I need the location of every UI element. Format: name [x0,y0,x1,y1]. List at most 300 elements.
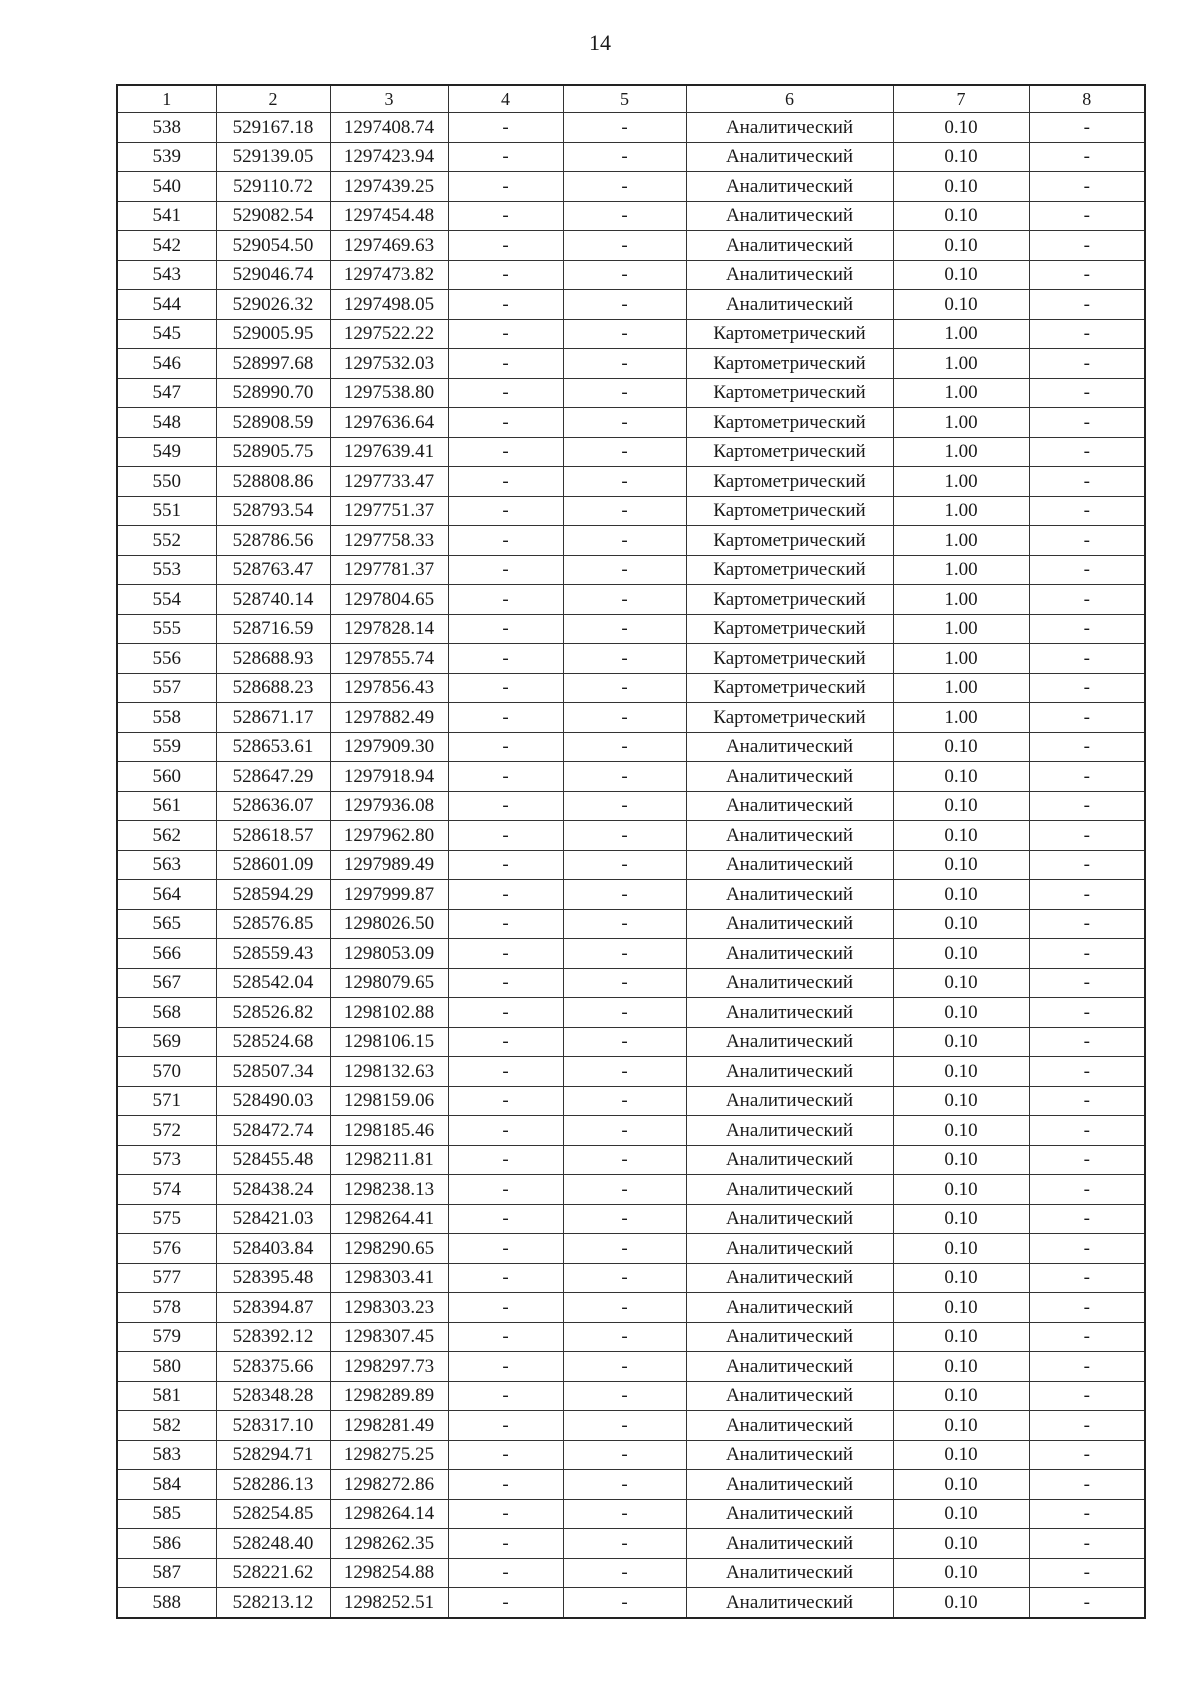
col8-cell: - [1029,290,1145,320]
col8-cell: - [1029,850,1145,880]
col4-cell: - [448,113,563,143]
col5-cell: - [563,1322,686,1352]
y-coordinate-cell: 1297751.37 [330,496,448,526]
accuracy-cell: 0.10 [893,732,1029,762]
accuracy-cell: 0.10 [893,850,1029,880]
col4-cell: - [448,1440,563,1470]
col4-cell: - [448,1352,563,1382]
table-row [117,142,1145,172]
col4-cell: - [448,850,563,880]
x-coordinate-cell: 528348.28 [216,1381,330,1411]
method-cell: Картометрический [686,644,893,674]
col5-cell: - [563,408,686,438]
method-cell: Аналитический [686,1499,893,1529]
y-coordinate-cell: 1298303.23 [330,1293,448,1323]
col4-cell: - [448,1116,563,1146]
method-cell: Аналитический [686,260,893,290]
y-coordinate-cell: 1297962.80 [330,821,448,851]
point-number-cell: 588 [117,1588,216,1618]
col5-cell: - [563,614,686,644]
x-coordinate-cell: 528317.10 [216,1411,330,1441]
method-cell: Картометрический [686,467,893,497]
accuracy-cell: 0.10 [893,821,1029,851]
col5-cell: - [563,1263,686,1293]
point-number-cell: 579 [117,1322,216,1352]
accuracy-cell: 0.10 [893,880,1029,910]
y-coordinate-cell: 1298297.73 [330,1352,448,1382]
table-row [117,1558,1145,1588]
y-coordinate-cell: 1297469.63 [330,231,448,261]
table-row [117,172,1145,202]
col8-cell: - [1029,1057,1145,1087]
col5-cell: - [563,1027,686,1057]
col8-cell: - [1029,1293,1145,1323]
point-number-cell: 544 [117,290,216,320]
point-number-cell: 538 [117,113,216,143]
x-coordinate-cell: 528254.85 [216,1499,330,1529]
point-number-cell: 568 [117,998,216,1028]
accuracy-cell: 0.10 [893,1175,1029,1205]
accuracy-cell: 0.10 [893,1293,1029,1323]
col8-cell: - [1029,968,1145,998]
col4-cell: - [448,644,563,674]
col4-cell: - [448,1234,563,1264]
accuracy-cell: 0.10 [893,998,1029,1028]
method-cell: Аналитический [686,1027,893,1057]
y-coordinate-cell: 1297439.25 [330,172,448,202]
col4-cell: - [448,1558,563,1588]
col5-cell: - [563,998,686,1028]
table-row [117,821,1145,851]
col8-cell: - [1029,172,1145,202]
col5-cell: - [563,880,686,910]
col8-cell: - [1029,1411,1145,1441]
col4-cell: - [448,1588,563,1618]
y-coordinate-cell: 1297909.30 [330,732,448,762]
method-cell: Аналитический [686,142,893,172]
col4-cell: - [448,496,563,526]
table-row [117,1440,1145,1470]
accuracy-cell: 0.10 [893,1116,1029,1146]
method-cell: Аналитический [686,821,893,851]
col4-cell: - [448,880,563,910]
col5-cell: - [563,1116,686,1146]
point-number-cell: 548 [117,408,216,438]
method-cell: Аналитический [686,1381,893,1411]
col5-cell: - [563,172,686,202]
col8-cell: - [1029,1116,1145,1146]
accuracy-cell: 0.10 [893,1440,1029,1470]
accuracy-cell: 1.00 [893,437,1029,467]
col8-cell: - [1029,1558,1145,1588]
table-row [117,349,1145,379]
col8-cell: - [1029,231,1145,261]
accuracy-cell: 1.00 [893,555,1029,585]
accuracy-cell: 0.10 [893,1352,1029,1382]
y-coordinate-cell: 1297989.49 [330,850,448,880]
point-number-cell: 567 [117,968,216,998]
point-number-cell: 539 [117,142,216,172]
point-number-cell: 570 [117,1057,216,1087]
x-coordinate-cell: 528286.13 [216,1470,330,1500]
table-row [117,703,1145,733]
col8-cell: - [1029,1263,1145,1293]
col5-cell: - [563,1175,686,1205]
col8-cell: - [1029,1352,1145,1382]
method-cell: Картометрический [686,319,893,349]
col8-cell: - [1029,1529,1145,1559]
table-row [117,1322,1145,1352]
col5-cell: - [563,1293,686,1323]
method-cell: Аналитический [686,1440,893,1470]
method-cell: Картометрический [686,585,893,615]
y-coordinate-cell: 1297918.94 [330,762,448,792]
point-number-cell: 576 [117,1234,216,1264]
column-header: 7 [893,85,1029,113]
accuracy-cell: 1.00 [893,496,1029,526]
x-coordinate-cell: 528375.66 [216,1352,330,1382]
point-number-cell: 558 [117,703,216,733]
x-coordinate-cell: 528392.12 [216,1322,330,1352]
point-number-cell: 546 [117,349,216,379]
table-row [117,1057,1145,1087]
table-row [117,732,1145,762]
y-coordinate-cell: 1297758.33 [330,526,448,556]
point-number-cell: 549 [117,437,216,467]
x-coordinate-cell: 528403.84 [216,1234,330,1264]
col4-cell: - [448,939,563,969]
y-coordinate-cell: 1298272.86 [330,1470,448,1500]
table-row [117,1470,1145,1500]
table-row [117,555,1145,585]
column-header: 5 [563,85,686,113]
col8-cell: - [1029,113,1145,143]
col4-cell: - [448,201,563,231]
method-cell: Аналитический [686,850,893,880]
point-number-cell: 563 [117,850,216,880]
col5-cell: - [563,142,686,172]
table-row [117,1204,1145,1234]
col8-cell: - [1029,880,1145,910]
table-row [117,1116,1145,1146]
y-coordinate-cell: 1297781.37 [330,555,448,585]
col5-cell: - [563,1145,686,1175]
accuracy-cell: 1.00 [893,349,1029,379]
table-row [117,1499,1145,1529]
point-number-cell: 575 [117,1204,216,1234]
y-coordinate-cell: 1297828.14 [330,614,448,644]
accuracy-cell: 0.10 [893,1470,1029,1500]
y-coordinate-cell: 1297856.43 [330,673,448,703]
method-cell: Картометрический [686,349,893,379]
table-row [117,585,1145,615]
col5-cell: - [563,349,686,379]
column-header: 6 [686,85,893,113]
method-cell: Аналитический [686,968,893,998]
col8-cell: - [1029,1322,1145,1352]
x-coordinate-cell: 528221.62 [216,1558,330,1588]
col8-cell: - [1029,732,1145,762]
col8-cell: - [1029,585,1145,615]
y-coordinate-cell: 1297639.41 [330,437,448,467]
point-number-cell: 553 [117,555,216,585]
accuracy-cell: 0.10 [893,939,1029,969]
col5-cell: - [563,1558,686,1588]
col8-cell: - [1029,555,1145,585]
col4-cell: - [448,909,563,939]
method-cell: Аналитический [686,1352,893,1382]
col8-cell: - [1029,319,1145,349]
x-coordinate-cell: 528524.68 [216,1027,330,1057]
col8-cell: - [1029,1204,1145,1234]
point-number-cell: 577 [117,1263,216,1293]
accuracy-cell: 0.10 [893,231,1029,261]
method-cell: Аналитический [686,1293,893,1323]
method-cell: Аналитический [686,1175,893,1205]
table-row [117,260,1145,290]
point-number-cell: 561 [117,791,216,821]
accuracy-cell: 0.10 [893,1204,1029,1234]
method-cell: Картометрический [686,703,893,733]
point-number-cell: 562 [117,821,216,851]
col8-cell: - [1029,201,1145,231]
col8-cell: - [1029,437,1145,467]
col4-cell: - [448,614,563,644]
x-coordinate-cell: 528601.09 [216,850,330,880]
x-coordinate-cell: 528908.59 [216,408,330,438]
col5-cell: - [563,1470,686,1500]
point-number-cell: 542 [117,231,216,261]
col8-cell: - [1029,1499,1145,1529]
y-coordinate-cell: 1298211.81 [330,1145,448,1175]
y-coordinate-cell: 1297636.64 [330,408,448,438]
point-number-cell: 569 [117,1027,216,1057]
table-row [117,1529,1145,1559]
table-body [117,113,1145,1618]
x-coordinate-cell: 528438.24 [216,1175,330,1205]
col8-cell: - [1029,939,1145,969]
col4-cell: - [448,290,563,320]
col4-cell: - [448,1499,563,1529]
point-number-cell: 585 [117,1499,216,1529]
column-header: 2 [216,85,330,113]
col4-cell: - [448,821,563,851]
y-coordinate-cell: 1298307.45 [330,1322,448,1352]
col8-cell: - [1029,1145,1145,1175]
x-coordinate-cell: 528688.93 [216,644,330,674]
col4-cell: - [448,467,563,497]
method-cell: Аналитический [686,290,893,320]
point-number-cell: 580 [117,1352,216,1382]
column-header: 4 [448,85,563,113]
col5-cell: - [563,673,686,703]
col5-cell: - [563,1381,686,1411]
x-coordinate-cell: 529005.95 [216,319,330,349]
table-row [117,1411,1145,1441]
method-cell: Аналитический [686,1204,893,1234]
accuracy-cell: 0.10 [893,1057,1029,1087]
y-coordinate-cell: 1298264.14 [330,1499,448,1529]
point-number-cell: 556 [117,644,216,674]
col8-cell: - [1029,496,1145,526]
method-cell: Аналитический [686,1411,893,1441]
y-coordinate-cell: 1298102.88 [330,998,448,1028]
method-cell: Аналитический [686,1263,893,1293]
accuracy-cell: 0.10 [893,1529,1029,1559]
col5-cell: - [563,1529,686,1559]
x-coordinate-cell: 528294.71 [216,1440,330,1470]
col8-cell: - [1029,349,1145,379]
accuracy-cell: 0.10 [893,172,1029,202]
col8-cell: - [1029,791,1145,821]
method-cell: Аналитический [686,1322,893,1352]
point-number-cell: 564 [117,880,216,910]
point-number-cell: 547 [117,378,216,408]
accuracy-cell: 0.10 [893,201,1029,231]
accuracy-cell: 0.10 [893,1322,1029,1352]
y-coordinate-cell: 1298185.46 [330,1116,448,1146]
col5-cell: - [563,821,686,851]
table-row [117,1234,1145,1264]
accuracy-cell: 0.10 [893,762,1029,792]
method-cell: Аналитический [686,172,893,202]
table-row [117,496,1145,526]
x-coordinate-cell: 528576.85 [216,909,330,939]
table-row [117,939,1145,969]
point-number-cell: 572 [117,1116,216,1146]
x-coordinate-cell: 528507.34 [216,1057,330,1087]
col5-cell: - [563,1440,686,1470]
column-header: 3 [330,85,448,113]
col8-cell: - [1029,909,1145,939]
col5-cell: - [563,1234,686,1264]
col4-cell: - [448,1086,563,1116]
point-number-cell: 555 [117,614,216,644]
col4-cell: - [448,1263,563,1293]
x-coordinate-cell: 528490.03 [216,1086,330,1116]
y-coordinate-cell: 1297498.05 [330,290,448,320]
accuracy-cell: 1.00 [893,467,1029,497]
col8-cell: - [1029,378,1145,408]
x-coordinate-cell: 528990.70 [216,378,330,408]
y-coordinate-cell: 1297408.74 [330,113,448,143]
col4-cell: - [448,142,563,172]
col4-cell: - [448,319,563,349]
col5-cell: - [563,703,686,733]
col5-cell: - [563,939,686,969]
col5-cell: - [563,585,686,615]
col5-cell: - [563,113,686,143]
method-cell: Картометрический [686,408,893,438]
col5-cell: - [563,201,686,231]
point-number-cell: 559 [117,732,216,762]
col5-cell: - [563,555,686,585]
accuracy-cell: 1.00 [893,703,1029,733]
method-cell: Аналитический [686,762,893,792]
accuracy-cell: 0.10 [893,142,1029,172]
point-number-cell: 583 [117,1440,216,1470]
x-coordinate-cell: 528740.14 [216,585,330,615]
x-coordinate-cell: 529046.74 [216,260,330,290]
method-cell: Аналитический [686,1234,893,1264]
y-coordinate-cell: 1298281.49 [330,1411,448,1441]
col4-cell: - [448,526,563,556]
accuracy-cell: 1.00 [893,614,1029,644]
x-coordinate-cell: 528636.07 [216,791,330,821]
accuracy-cell: 0.10 [893,1381,1029,1411]
x-coordinate-cell: 529026.32 [216,290,330,320]
col8-cell: - [1029,1175,1145,1205]
table-row [117,467,1145,497]
x-coordinate-cell: 529139.05 [216,142,330,172]
x-coordinate-cell: 528997.68 [216,349,330,379]
col8-cell: - [1029,1381,1145,1411]
y-coordinate-cell: 1297538.80 [330,378,448,408]
x-coordinate-cell: 528793.54 [216,496,330,526]
y-coordinate-cell: 1298159.06 [330,1086,448,1116]
point-number-cell: 560 [117,762,216,792]
y-coordinate-cell: 1297882.49 [330,703,448,733]
point-number-cell: 550 [117,467,216,497]
col5-cell: - [563,231,686,261]
col8-cell: - [1029,408,1145,438]
method-cell: Аналитический [686,909,893,939]
col4-cell: - [448,1204,563,1234]
col4-cell: - [448,555,563,585]
point-number-cell: 551 [117,496,216,526]
accuracy-cell: 1.00 [893,408,1029,438]
col8-cell: - [1029,1470,1145,1500]
table-row [117,1588,1145,1618]
point-number-cell: 552 [117,526,216,556]
method-cell: Картометрический [686,437,893,467]
table-row [117,791,1145,821]
col4-cell: - [448,378,563,408]
table-row [117,644,1145,674]
accuracy-cell: 0.10 [893,968,1029,998]
table-row [117,1175,1145,1205]
accuracy-cell: 0.10 [893,113,1029,143]
table-row [117,1293,1145,1323]
y-coordinate-cell: 1298275.25 [330,1440,448,1470]
y-coordinate-cell: 1298079.65 [330,968,448,998]
method-cell: Аналитический [686,1558,893,1588]
point-number-cell: 573 [117,1145,216,1175]
table-row [117,968,1145,998]
x-coordinate-cell: 528421.03 [216,1204,330,1234]
col5-cell: - [563,732,686,762]
accuracy-cell: 0.10 [893,1027,1029,1057]
x-coordinate-cell: 528671.17 [216,703,330,733]
col8-cell: - [1029,526,1145,556]
point-number-cell: 578 [117,1293,216,1323]
table-row [117,1027,1145,1057]
y-coordinate-cell: 1297423.94 [330,142,448,172]
col5-cell: - [563,850,686,880]
col5-cell: - [563,467,686,497]
method-cell: Аналитический [686,880,893,910]
x-coordinate-cell: 528618.57 [216,821,330,851]
col4-cell: - [448,437,563,467]
col5-cell: - [563,644,686,674]
table-row [117,909,1145,939]
col8-cell: - [1029,703,1145,733]
y-coordinate-cell: 1298252.51 [330,1588,448,1618]
y-coordinate-cell: 1297936.08 [330,791,448,821]
x-coordinate-cell: 528808.86 [216,467,330,497]
y-coordinate-cell: 1298264.41 [330,1204,448,1234]
method-cell: Аналитический [686,1116,893,1146]
